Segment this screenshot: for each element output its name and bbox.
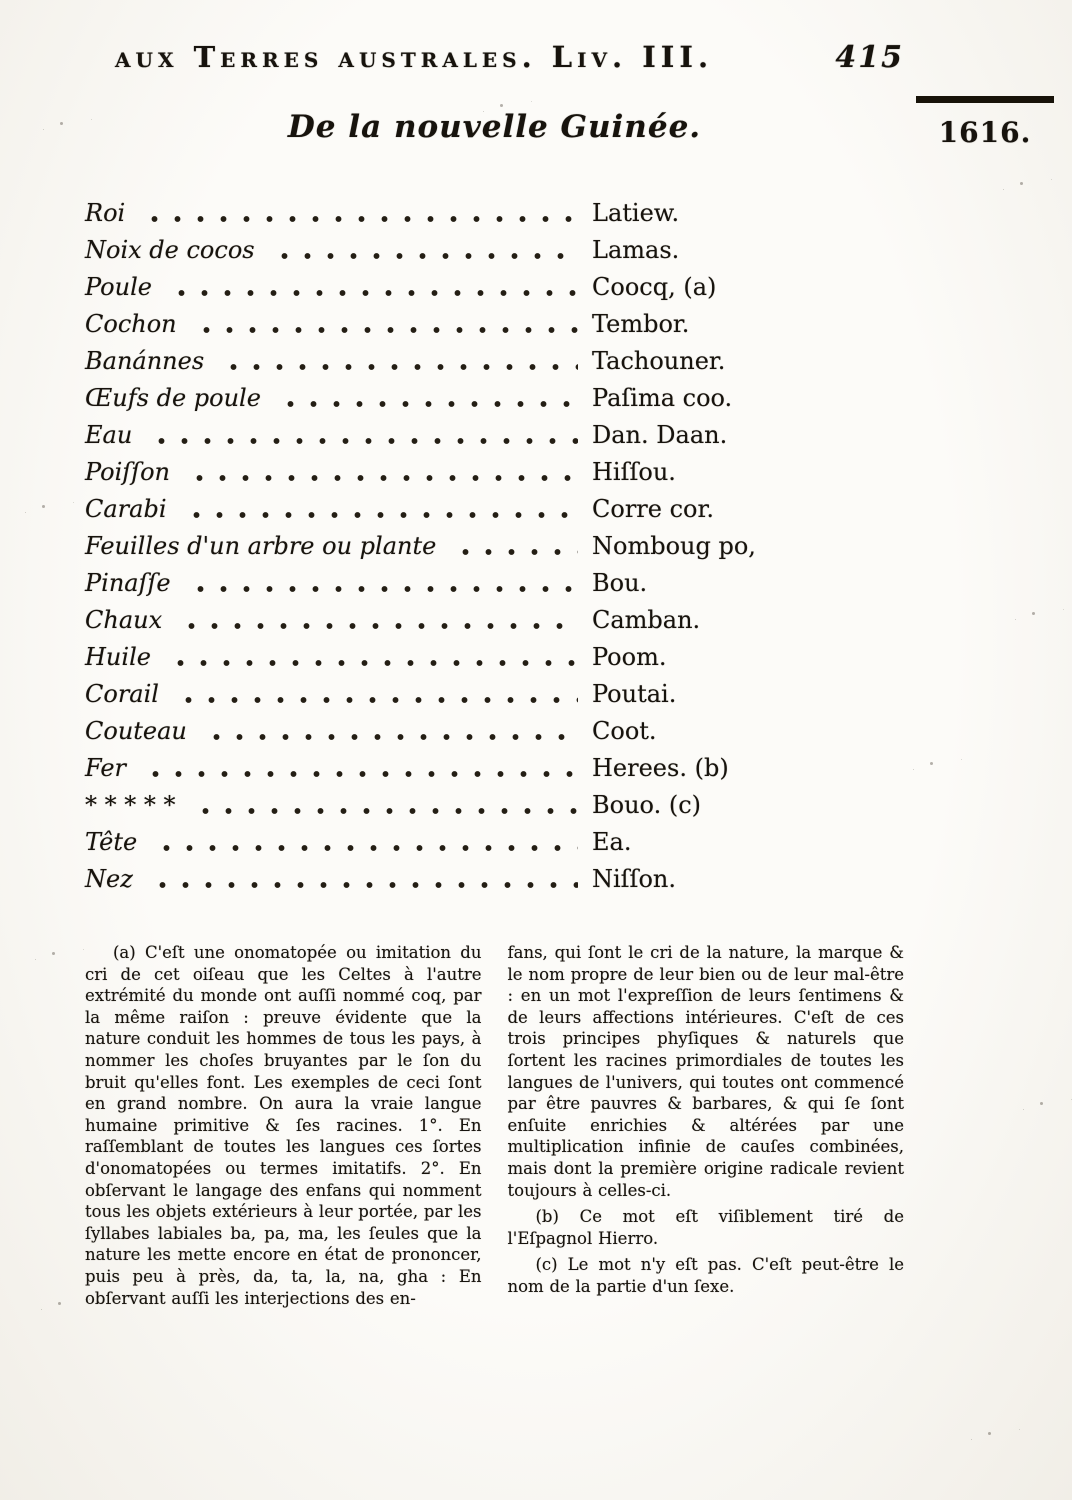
vocab-translation: Bou. [592,569,648,597]
vocab-translation: Tembor. [592,310,690,338]
vocab-term: Chaux [85,606,163,634]
dot-leader [187,565,578,602]
vocab-translation: Coocq, (a) [592,273,717,301]
vocab-term: Corail [85,680,159,708]
vocab-row [85,824,904,861]
running-head [115,40,904,75]
footnote-paragraph: (a) C'eſt une onomatopée ou imitation du cri de cet oiſeau que les Celtes à l'autre extrémité du monde ont auſſi nommé coq, par la même raiſon : preuve évidente que la nature conduit les hommes de tous les pays, à nommer les choſes bruyantes par le ſon du bruit qu'elles font. Les exemples de ceci ſont en grand nombre. On aura la vraie langue humaine primitive & ſes racines. 1°. En raſſemblant de toutes les langues ces ſortes d'onomatopées ou termes imitatifs. 2°. En obſervant le langage des enfans qui nomment tous les objets extérieurs à leur portée, par les ſyllabes labiales ba, pa, ma, les ſeules que la nature les mette encore en état de prononcer, puis peu à près, da, ta, la, na, gha : En obſervant auſſi les interjections des en- [85,943,482,1308]
vocab-translation: Poom. [592,643,667,671]
vocab-translation: Paſima coo. [592,384,733,412]
dot-leader [186,454,578,491]
vocab-translation: Poutai. [592,680,677,708]
vocab-translation: Dan. Daan. [592,421,728,449]
dot-leader [203,713,578,750]
vocab-row [85,380,904,417]
vocab-row [85,713,904,750]
dot-leader [183,491,579,528]
dot-leader [153,824,578,861]
scan-speck [1020,182,1023,185]
dot-leader [168,269,578,306]
vocab-term: * * * * * [85,791,176,819]
footnote-column-right [508,942,905,1309]
vocab-term: Carabi [85,495,167,523]
vocab-row [85,454,904,491]
dot-leader [277,380,578,417]
scan-speck [988,1432,991,1435]
footnote-paragraph: (b) Ce mot eſt viſiblement tiré de l'Eſpagnol Hierro. [507,1207,904,1248]
vocab-row [85,269,904,306]
footnote-column-left [85,942,482,1309]
vocab-row [85,750,904,787]
vocab-translation: Lamas. [592,236,680,264]
scan-speck [42,505,45,508]
dot-leader [175,676,578,713]
dot-leader [149,861,578,898]
scan-speck [500,104,503,107]
dot-leader [452,528,578,565]
vocab-row [85,528,904,565]
vocab-translation: Tachouner. [592,347,726,375]
scan-speck [58,1302,61,1305]
vocab-row [85,417,904,454]
running-head-text: aux Terres australes. Liv. III. [115,40,714,74]
vocab-translation: Niſſon. [592,865,676,893]
vocab-term: Eau [85,421,133,449]
vocab-row [85,232,904,269]
vocab-row [85,491,904,528]
dot-leader [193,306,578,343]
vocab-term: Tête [85,828,138,856]
vocab-translation: Herees. (b) [592,754,729,782]
vocab-row [85,676,904,713]
vocab-term: Noix de cocos [85,236,255,264]
vocab-term: Fer [85,754,127,782]
scan-speck [60,122,63,125]
vocab-row [85,787,904,824]
margin-note [910,96,1060,149]
dot-leader [192,787,578,824]
vocab-row [85,343,904,380]
dot-leader [220,343,578,380]
vocab-term: Pinaſſe [85,569,171,597]
vocabulary-list [85,195,904,898]
vocab-translation: Hiſſou. [592,458,676,486]
vocab-term: Couteau [85,717,187,745]
vocab-translation: Latiew. [592,199,680,227]
scan-speck [930,762,933,765]
vocab-row [85,602,904,639]
vocab-row [85,639,904,676]
dot-leader [148,417,578,454]
dot-leader [142,750,578,787]
vocab-term: Feuilles d'un arbre ou plante [85,532,437,560]
scan-speck [52,952,55,955]
vocab-translation: Nomboug po, [592,532,756,560]
vocab-translation: Camban. [592,606,701,634]
dot-leader [178,602,578,639]
vocab-term: Banánnes [85,347,205,375]
vocab-translation: Bouo. (c) [592,791,701,819]
footnote-paragraph: fans, qui ſont le cri de la nature, la marque & le nom propre de leur bien ou de leur mal-être : en un mot l'expreſſion de leurs ſentimens & de leurs affections intérieures. C'eſt de ces trois principes phyſiques & naturels que ſortent les racines primordiales de toutes les langues de l'univers, qui toutes ont commencé par être pauvres & barbares, & qui ſe ſont enſuite enrichies & altérées par une multiplication infinie de cauſes combinées, mais dont la première origine radicale revient toujours à celles-ci. [507,943,904,1200]
vocab-translation: Corre cor. [592,495,714,523]
vocab-term: Poiſſon [85,458,170,486]
vocab-translation: Ea. [592,828,632,856]
vocab-row [85,195,904,232]
dot-leader [141,195,578,232]
dot-leader [167,639,578,676]
margin-year: 1616. [938,116,1032,149]
vocab-term: Nez [85,865,133,893]
vocab-row [85,565,904,602]
section-title: De la nouvelle Guinée. [287,109,702,145]
vocab-term: Cochon [85,310,177,338]
vocab-row [85,861,904,898]
footnotes [85,942,904,1309]
vocab-term: Roi [85,199,126,227]
vocab-translation: Coot. [592,717,657,745]
dot-leader [271,232,578,269]
vocab-row [85,306,904,343]
vocab-term: Huile [85,643,151,671]
margin-rule [916,96,1054,103]
scan-speck [1032,612,1035,615]
vocab-term: Œufs de poule [85,384,261,412]
vocab-term: Poule [85,273,152,301]
page-number: 415 [835,40,904,75]
scan-speck [1040,1102,1043,1105]
footnote-paragraph: (c) Le mot n'y eſt pas. C'eſt peut-être le nom de la partie d'un ſexe. [507,1255,904,1296]
